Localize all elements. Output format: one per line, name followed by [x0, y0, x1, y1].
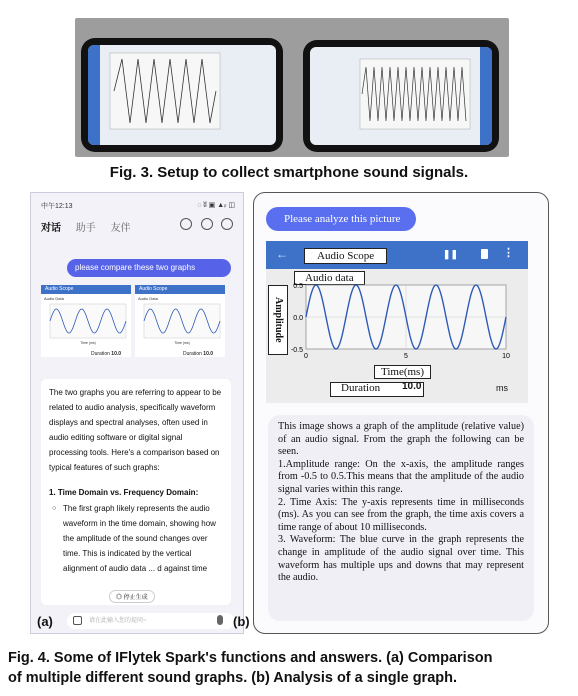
status-icons: ◌ ʬ ▣ ▲ᵢₗ ◫	[197, 202, 235, 209]
panel-b-analysis	[253, 192, 549, 634]
answer-heading: 1. Time Domain vs. Frequency Domain:	[49, 488, 199, 497]
y-tick-label: -0.5	[290, 347, 303, 354]
status-time: 中午12:13	[41, 203, 73, 210]
fig4-caption-line2: of multiple different sound graphs. (b) Analysis of a single graph.	[8, 670, 457, 686]
thumb-waveform-1	[44, 302, 128, 346]
duration-value: 10.0	[402, 381, 422, 392]
waveform-chart	[288, 279, 526, 363]
x-tick-label: 10	[502, 353, 510, 360]
settings-icon[interactable]	[221, 218, 233, 230]
thumb-duration-2: Duration 10.0	[183, 351, 214, 357]
fig4-caption-line1: Fig. 4. Some of IFlytek Spark's functions and answers. (a) Comparison	[8, 650, 493, 666]
scope-thumb-data-label: Audio Data	[44, 296, 64, 301]
user-message: please compare these two graphs	[67, 259, 231, 277]
data-label: Audio data	[294, 271, 365, 285]
chat-input[interactable]: 请在此输入您的提问~	[67, 613, 235, 629]
setup-photo	[75, 18, 509, 157]
attach-icon[interactable]	[73, 616, 82, 625]
thumb-waveform-2	[138, 302, 222, 346]
thumb-duration-1: Duration 10.0	[91, 351, 122, 357]
panel-b-label: (b)	[233, 614, 250, 629]
fig3-caption: Fig. 3. Setup to collect smartphone sound signals.	[109, 164, 469, 181]
pause-icon[interactable]: ❚❚	[442, 249, 458, 259]
answer-paragraph: 3. Waveform: The blue curve in the graph represents the change in amplitude of the audio signal over time. This waveform has multiple ups and downs that may represent the audio.	[278, 534, 524, 584]
y-axis-label: Amplitude	[268, 285, 288, 355]
stop-generating-button[interactable]: ◎ 停止生成	[109, 590, 155, 603]
stop-label: 停止生成	[123, 595, 148, 601]
assistant-answer	[41, 379, 231, 605]
answer-paragraph: This image shows a graph of the amplitude (relative value) of an audio signal. From the graph the following can be seen.	[278, 421, 524, 458]
x-tick-label: 0	[304, 353, 308, 360]
answer-bullet: ○ The first graph likely represents the audio waveform in the time domain, showing how the amplitude of the sound changes over time. This is indicated by the vertical alignment of audio data ... d against time	[49, 501, 223, 576]
chat-tabs	[41, 219, 143, 234]
duration-label: Duration	[341, 382, 381, 394]
tab-chat[interactable]: 对话	[41, 223, 61, 234]
scope-title: Audio Scope	[304, 248, 387, 264]
scope-thumb-title: Audio Scope	[41, 285, 131, 294]
history-icon[interactable]	[201, 218, 213, 230]
scope-thumb-data-label: Audio Data	[138, 296, 158, 301]
thumb-axis-label: Time (ms)	[174, 341, 190, 345]
scope-thumb-title: Audio Scope	[135, 285, 225, 294]
back-arrow-icon[interactable]: ←	[276, 247, 288, 261]
mic-icon[interactable]	[217, 615, 223, 625]
tab-companion[interactable]: 友伴	[110, 223, 131, 234]
y-tick-label: 0.0	[293, 315, 303, 322]
y-tick-label: 0.5	[293, 283, 303, 290]
header-icons	[176, 217, 233, 235]
scope-thumbnail-1	[41, 285, 131, 357]
x-axis-label: Time(ms)	[374, 365, 431, 379]
tab-assistant[interactable]: 助手	[75, 223, 96, 234]
answer-paragraph: 1.Amplitude range: On the x-axis, the amplitude ranges from -0.5 to 0.5.This means that the amplitude of the audio signal varies within this range.	[278, 458, 524, 495]
scope-thumbnail-2	[135, 285, 225, 357]
right-phone	[303, 40, 499, 152]
question-bubble: Please analyze this picture	[266, 207, 416, 231]
duration-unit: ms	[496, 383, 508, 393]
more-options-icon[interactable]: ⋮	[503, 247, 514, 259]
left-phone	[81, 38, 283, 152]
new-chat-icon[interactable]	[180, 218, 192, 230]
trash-icon[interactable]	[481, 249, 488, 259]
thumb-axis-label: Time (ms)	[80, 341, 96, 345]
audio-scope-image	[266, 241, 528, 403]
answer-paragraph: 2. Time Axis: The y-axis represents time in milliseconds (ms). As you can see from the graph, the time axis covers a time range of about 10 milliseconds.	[278, 496, 524, 533]
x-tick-label: 5	[404, 353, 408, 360]
panel-a-label: (a)	[37, 614, 53, 629]
panel-a-chat-screenshot	[30, 192, 244, 634]
analysis-answer	[268, 415, 534, 621]
answer-intro: The two graphs you are referring to appear to be related to audio analysis, specifically waveform displays and spectral analyses, often used in audio editing software or digital signal processing tools. Here's a comparison based on typical features of such graphs:	[49, 388, 222, 472]
